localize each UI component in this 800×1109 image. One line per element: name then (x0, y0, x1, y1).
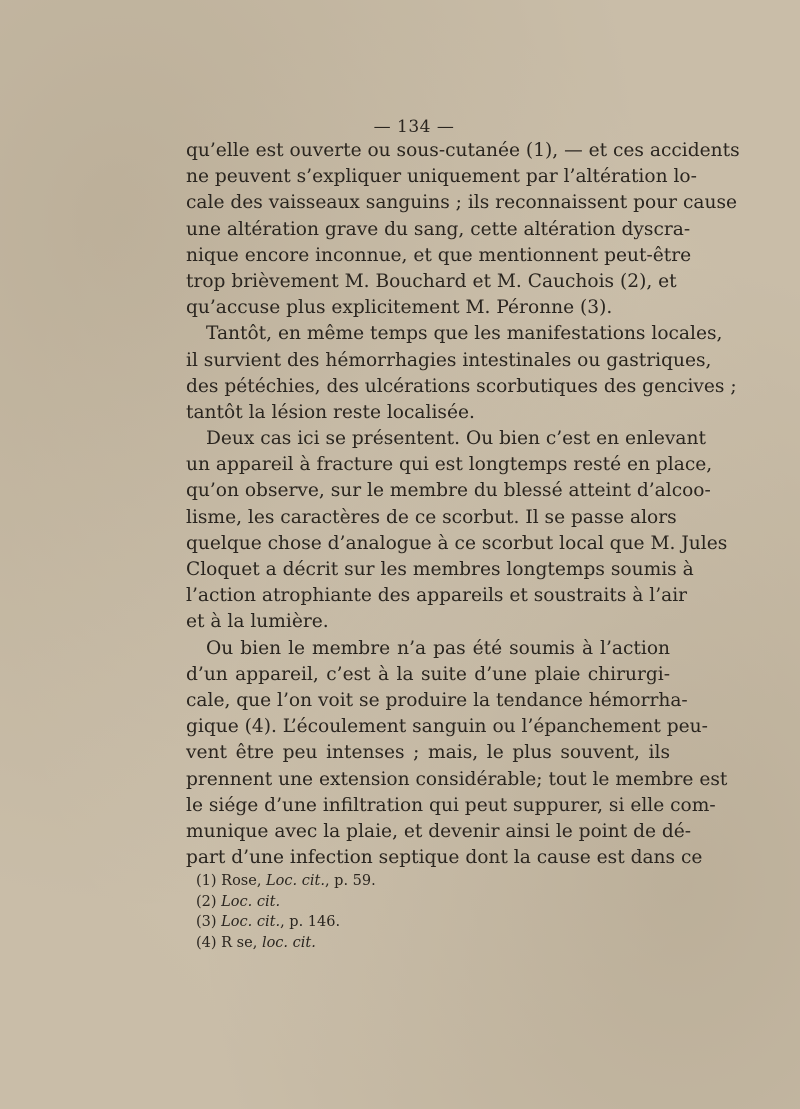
footnote-mark: (4) (196, 934, 217, 951)
page-number: — 134 — (373, 117, 455, 137)
text-line: il survient des hémorrhagies intestinales ou gastriques, (186, 349, 712, 371)
footnote-mark: (2) (196, 893, 217, 910)
footnote-citation: Loc. cit. (221, 914, 281, 930)
text-line: prennent une extension considérable; tout le membre est (186, 768, 728, 790)
text-line: et à la lumière. (186, 611, 329, 633)
text-line: lisme, les caractères de ce scorbut. Il se passe alors (186, 506, 677, 528)
footnote-citation: Loc. cit. (221, 893, 281, 910)
footnote-mark: (1) (196, 873, 217, 889)
text-line: Tantôt, en même temps que les manifestations locales, (206, 323, 723, 345)
text-line: tantôt la lésion reste localisée. (186, 401, 475, 423)
text-line: part d’une infection septique dont la cause est dans ce (186, 847, 703, 869)
text-line: une altération grave du sang, cette altération dyscra- (186, 218, 691, 240)
footnote-citation: Loc. cit. (266, 873, 325, 889)
text-line: Deux cas ici se présentent. Ou bien c’est en enlevant (206, 428, 706, 450)
text-line: gique (4). L’écoulement sanguin ou l’épanchement peu- (186, 716, 708, 738)
text-line: des pétéchies, des ulcérations scorbutiques des gencives ; (186, 375, 737, 397)
text-line: le siége d’une infiltration qui peut suppurer, si elle com- (186, 794, 716, 816)
text-line: un appareil à fracture qui est longtemps resté en place, (186, 454, 713, 476)
text-line: trop brièvement M. Bouchard et M. Cauchois (2), et (186, 270, 677, 292)
text-line: munique avec la plaie, et devenir ainsi le point de dé- (186, 820, 692, 842)
footnote-citation: loc. cit. (261, 934, 316, 951)
text-line: ne peuvent s’expliquer uniquement par l’altération lo- (186, 166, 697, 188)
text-line: nique encore inconnue, et que mentionnent peut-être (186, 244, 692, 266)
text-line: vent être peu intenses ; mais, le plus souvent, ils (186, 742, 670, 764)
footnote-mark: (3) (196, 914, 217, 930)
footnote-page: , p. 59. (324, 873, 376, 889)
footnote (196, 933, 496, 954)
text-line: l’action atrophiante des appareils et soustraits à l’air (186, 585, 688, 607)
footnote-text: Rose, (221, 873, 267, 889)
footnote-page: , p. 146. (280, 914, 341, 930)
footnote (196, 892, 496, 913)
text-line: cale des vaisseaux sanguins ; ils reconnaissent pour cause (186, 192, 737, 214)
text-line: quelque chose d’analogue à ce scorbut local que M. Jules (186, 532, 728, 554)
text-line: qu’on observe, sur le membre du blessé atteint d’alcoo- (186, 480, 711, 502)
text-line: d’un appareil, c’est à la suite d’une plaie chirurgi- (186, 663, 670, 685)
footnote (196, 912, 496, 933)
text-line: cale, que l’on voit se produire la tendance hémorrha- (186, 689, 688, 711)
text-line: Ou bien le membre n’a pas été soumis à l’action (206, 637, 670, 659)
footnotes (196, 871, 496, 953)
footnote-text: R se, (221, 934, 262, 951)
footnote (196, 871, 496, 892)
body-text (186, 138, 740, 871)
text-line: Cloquet a décrit sur les membres longtemps soumis à (186, 559, 694, 580)
text-line: qu’elle est ouverte ou sous-cutanée (1), — et ces accidents (186, 140, 740, 161)
text-line: qu’accuse plus explicitement M. Péronne (3). (186, 297, 613, 319)
